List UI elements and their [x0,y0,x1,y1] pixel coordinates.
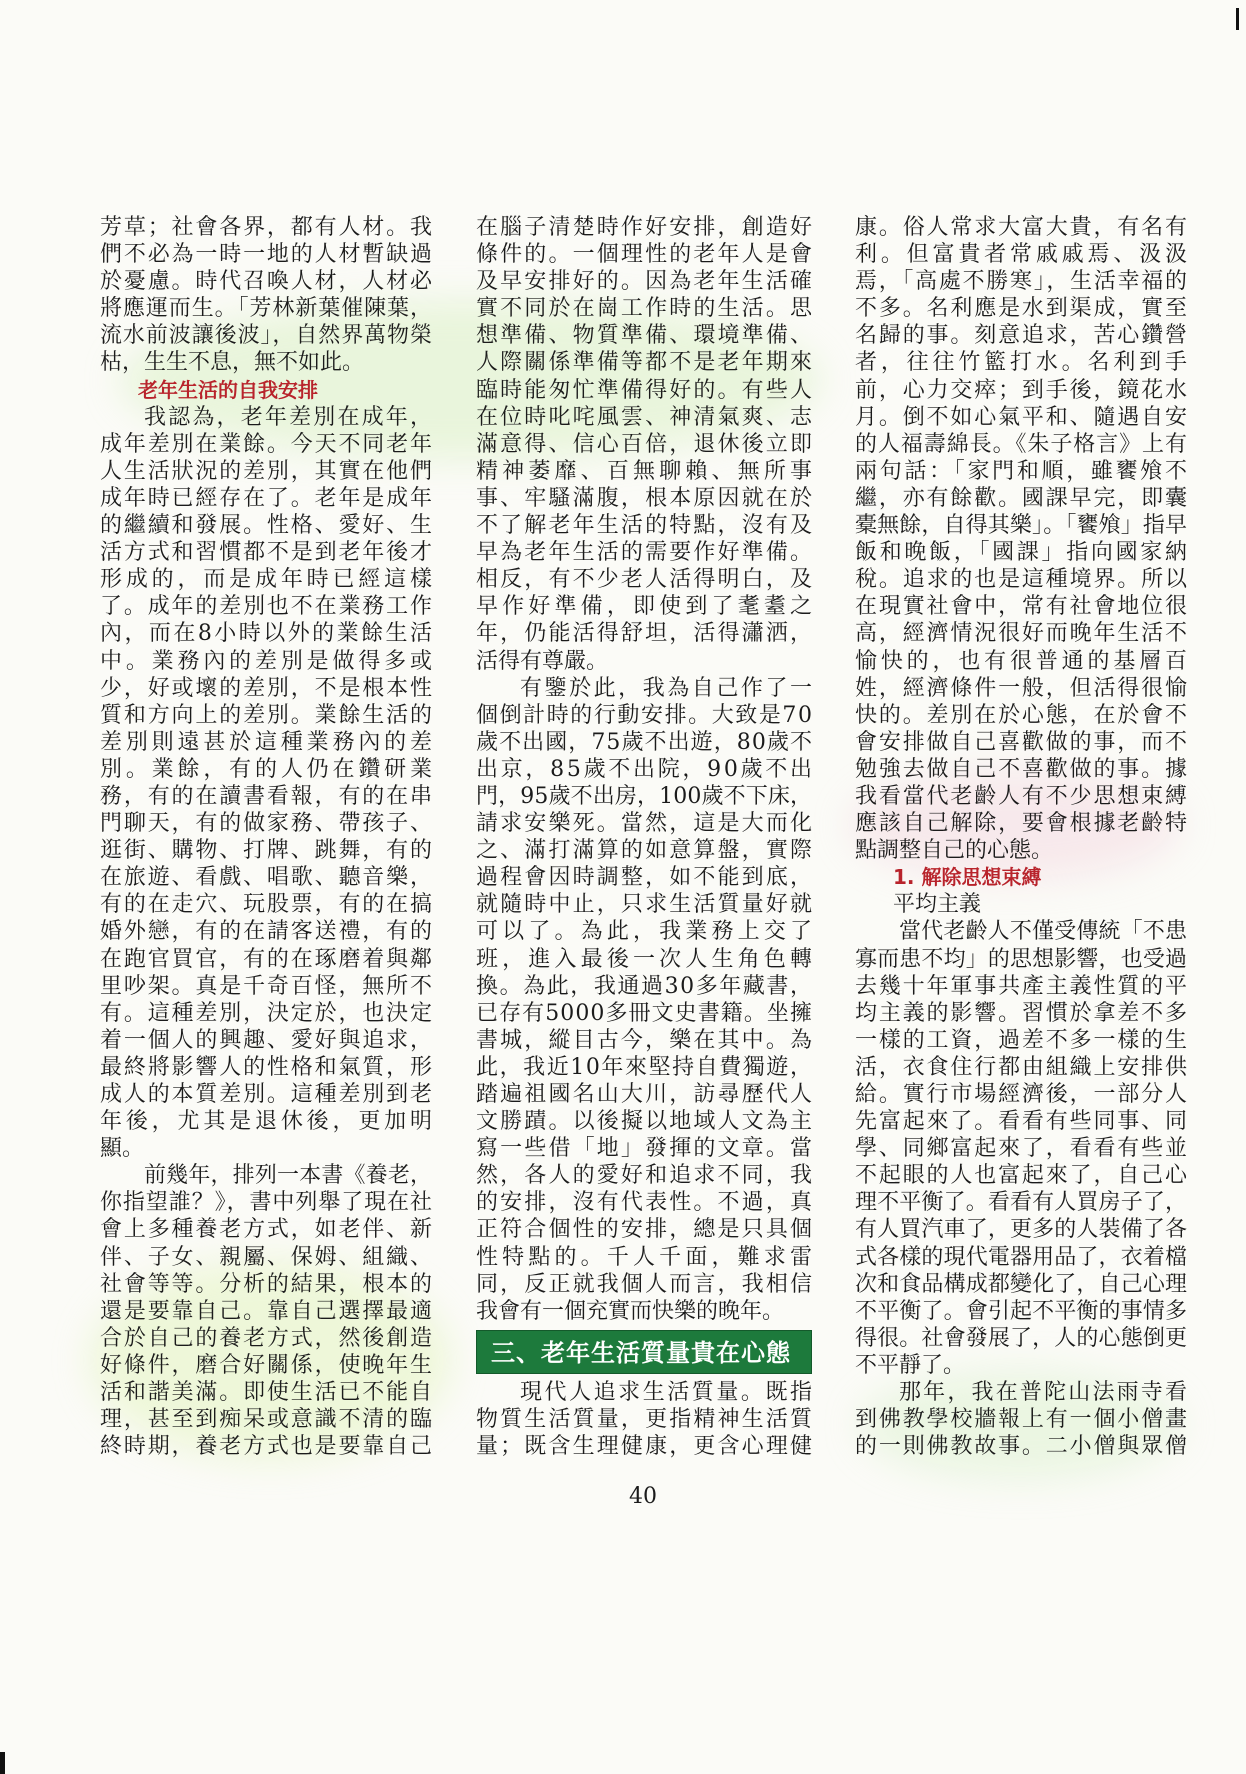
text-line [855,1081,1187,1108]
text-line-content: 稅。追求的也是這種境界。所以 [855,567,1189,593]
text-line-content: 請求安樂死。當然，這是大而化 [476,811,815,837]
text-line [476,1298,812,1325]
text-line [476,648,812,675]
text-line [476,512,815,539]
text-line [100,1027,432,1054]
text-line-content: 飯和晚飯，「國課」指向國家納 [855,540,1190,566]
text-line-content: 門聊天，有的做家務、帶孩子、 [100,811,434,837]
text-line-content: 勉強去做自己不喜歡做的事。據 [855,756,1189,782]
text-line [100,973,432,1000]
text-line [100,1162,432,1189]
text-line [476,675,815,702]
text-line-content: 還是要靠自己。靠自己選擇最適 [100,1298,434,1324]
text-line [476,241,815,268]
text-line-content: 均主義的影響。習慣於拿差不多 [855,1000,1189,1026]
text-line-content: 我認為，老年差別在成年， [144,404,435,430]
text-line [100,729,436,756]
text-line-content: 流水前波讓後波」，自然界萬物榮 [100,323,433,349]
text-line [476,404,815,431]
text-line [855,1189,1187,1216]
text-line-content: 康。俗人常求大富大貴，有名有 [855,215,1189,240]
text-line-content: 去幾十年軍事共產主義性質的平 [855,973,1189,999]
topic-label: 平均主義 [893,892,982,918]
paragraph [100,214,432,377]
text-line [476,946,817,973]
text-line [855,214,1187,241]
text-line [855,756,1187,783]
section-heading: 老年生活的自我安排 [138,377,318,402]
text-line-content: 有鑒於此，我為自己作了一 [520,675,815,701]
text-line-content: 正符合個性的安排，總是只具個 [476,1217,815,1243]
text-line-content: 我看當代老齡人有不少思想束縛 [855,783,1189,809]
text-line-content: 踏遍祖國名山大川，訪尋歷代人 [476,1082,815,1107]
text-line [100,810,432,837]
text-line [100,404,435,431]
text-line [476,322,815,349]
text-line-content: 次和食品構成都變化了，自己心理 [855,1271,1188,1297]
text-line-content: 形成的，而是成年時已經這樣 [100,567,436,593]
text-line-content: 逛街、購物、打牌、跳舞，有的 [100,838,434,864]
text-line [100,566,436,593]
text-line [855,1108,1187,1135]
text-line-content: 焉，「高處不勝寒」，生活幸福的 [855,269,1189,295]
text-line-content: 先富起來了。看看有些同事、同 [855,1109,1189,1135]
text-line-content: 你指望誰？》，書中列舉了現在社 [100,1190,433,1216]
text-line [476,1135,815,1162]
text-line [100,1298,432,1325]
text-line-content: 有的在走穴、玩股票，有的在搞 [100,892,434,918]
text-line-content: 成人的本質差別。這種差別到老 [100,1082,434,1107]
text-line [855,404,1187,431]
text-column-middle [476,214,817,1460]
paragraph [100,404,436,1163]
subsection-heading: 1. 解除思想束縛 [893,865,1042,890]
text-line [855,539,1190,566]
text-line-content: 性特點的。千人千面，難求雷 [476,1244,817,1270]
text-line-content: 的一則佛教故事。二小僧與眾僧 [855,1434,1189,1460]
chapter-banner [476,1325,812,1379]
text-line [855,512,1187,539]
text-line-content: 的安排，沒有代表性。不過，真 [476,1190,815,1216]
text-line-content: 門，95歲不出房，100歲不下床， [476,783,813,809]
text-line [100,593,432,620]
text-line-content: 在跑官買官，有的在琢磨着與鄰 [100,946,434,972]
text-line-content: 文勝蹟。以後擬以地域人文為主 [476,1109,815,1135]
text-line-content: 活方式和習慣都不是到老年後才 [100,540,434,566]
text-line [476,485,815,512]
text-line [855,349,1191,376]
text-line [855,1000,1187,1027]
paragraph [855,918,1187,1379]
text-line-content: 一樣的工資，過差不多一樣的生 [855,1027,1189,1053]
text-line [855,648,1191,675]
text-line-content: 在位時叱咤風雲、神清氣爽、志 [476,404,815,430]
text-line [855,485,1187,512]
paragraph [476,214,817,675]
text-line-content: 過程會因時調整，如不能到底， [476,865,815,891]
text-line [100,1135,432,1162]
text-line [855,973,1187,1000]
text-line [476,810,815,837]
text-line-content: 合於自己的養老方式，然後創造 [100,1325,434,1351]
text-line-content: 個倒計時的行動安排。大致是70 [476,702,814,728]
text-line [855,675,1187,702]
text-line-content: 的人福壽綿長。《朱子格言》上有 [855,431,1188,457]
text-line-content: 不平靜了。 [855,1352,966,1378]
text-line-content: 顯。 [100,1136,145,1162]
text-line [855,268,1187,295]
text-line [100,1325,432,1352]
text-line-content: 就隨時中止，只求生活質量好就 [476,892,815,918]
text-line-content: 終時期，養老方式也是要靠自己 [100,1434,434,1460]
text-line [476,1027,815,1054]
text-line-content: 得很。社會發展了，人的心態倒更 [855,1325,1188,1351]
text-line-content: 將應運而生。「芳林新葉催陳葉， [100,296,433,322]
text-line-content: 有人買汽車了，更多的人裝備了各 [855,1217,1188,1243]
text-line-content: 那年，我在普陀山法雨寺看 [899,1380,1190,1406]
text-line-content: 不多。名利應是水到渠成，實至 [855,296,1189,322]
text-line-content: 物質生活質量，更指精神生活質 [476,1407,815,1433]
text-line-content: 年，仍能活得舒坦，活得瀟洒， [476,621,815,647]
text-line-content: 不平衡了。會引起不平衡的事情多 [855,1298,1188,1324]
text-line [476,431,815,458]
text-line-content: 我會有一個充實而快樂的晚年。 [476,1298,785,1324]
text-line [855,1135,1187,1162]
text-line [855,729,1187,756]
text-line [476,864,815,891]
text-line [476,783,812,810]
text-line [100,946,432,973]
text-line [100,891,432,918]
text-line-content: 差別則遠甚於這種業務內的差 [100,729,436,755]
text-line [855,322,1187,349]
text-line [100,1406,432,1433]
text-line-content: 及早安排好的。因為老年生活確 [476,269,815,295]
text-line-content: 寫一些借「地」發揮的文章。當 [476,1136,815,1162]
text-line [476,973,812,1000]
text-line-content: 然，各人的愛好和追求不同，我 [476,1163,815,1189]
text-line [476,1189,815,1216]
text-line [100,295,432,322]
text-line [100,431,432,458]
text-line-content: 之、滿打滿算的如意算盤，實際 [476,838,815,864]
text-line-content: 當代老齡人不僅受傳統「不患 [899,919,1188,945]
text-line [855,241,1191,268]
scan-mark [0,1752,5,1774]
text-line-content: 名歸的事。刻意追求，苦心鑽營 [855,323,1189,349]
text-line-content: 精神萎靡、百無聊賴、無所事 [476,458,817,484]
text-line [855,1162,1187,1189]
text-line-content: 點調整自己的心態。 [855,838,1054,864]
text-line-content: 相反，有不少老人活得明白，及 [476,567,815,593]
text-line-content: 高，經濟情況很好而晚年生活不 [855,621,1189,647]
text-line-content: 成年差別在業餘。今天不同老年 [100,431,434,457]
text-line-content: 枯，生生不息，無不如此。 [100,350,365,376]
text-line-content: 式各樣的現代電器用品了，衣着檔 [855,1244,1188,1270]
text-line-content: 別。業餘，有的人仍在鑽研業 [100,756,436,782]
text-line-content: 現代人追求生活質量。既指 [520,1380,815,1406]
text-line-content: 芳草；社會各界，都有人材。我 [100,215,434,240]
text-line [100,675,432,702]
text-line [855,1271,1187,1298]
text-line-content: 班，進入最後一次人生角色轉 [476,946,817,972]
text-line [100,241,432,268]
text-line-content: 同，反正就我個人而言，我相信 [476,1271,815,1297]
text-line-content: 務，有的在讀書看報，有的在串 [100,783,434,809]
text-line-content: 們不必為一時一地的人材暫缺過 [100,242,434,268]
text-line [476,837,815,864]
text-line [476,593,817,620]
text-line-content: 月。倒不如心氣平和、隨遇自安 [855,404,1189,430]
text-line-content: 學、同鄉富起來了，看看有些並 [855,1136,1189,1162]
text-line-content: 滿意得、信心百倍，退休後立即 [476,431,815,457]
text-line [855,1325,1187,1352]
text-line-content: 活和諧美滿。即使生活已不能自 [100,1380,434,1406]
text-line [476,1244,817,1271]
text-line [100,322,432,349]
text-line [100,268,432,295]
text-line-content: 社會等等。分析的結果，根本的 [100,1271,434,1297]
text-line-content: 年後，尤其是退休後，更加明 [100,1109,436,1135]
text-line [476,1271,815,1298]
text-line [855,810,1187,837]
text-line [855,593,1187,620]
text-line [476,458,817,485]
text-line [100,620,435,647]
text-line [476,1081,815,1108]
text-line [855,783,1187,810]
text-line [855,377,1187,404]
text-line-content: 想準備、物質準備、環境準備、 [476,323,815,349]
text-line [476,1433,815,1460]
text-line-content: 會上多種養老方式，如老伴、新 [100,1217,434,1243]
text-line-content: 出京，85歲不出院，90歲不出 [476,756,815,782]
chapter-title: 三、老年生活質量貴在心態 [476,1330,812,1374]
text-line-content: 了。成年的差別也不在業務工作 [100,594,434,620]
text-line-content: 前幾年，排列一本書《養老， [144,1163,433,1189]
paragraph [855,1379,1190,1460]
text-line-content: 不起眼的人也富起來了，自己心 [855,1163,1189,1189]
text-line-content: 早為老年生活的需要作好準備。 [476,540,815,566]
text-line-content: 中。業務內的差別是做得多或 [100,648,436,674]
text-line [100,1189,432,1216]
paragraph [100,1162,432,1460]
text-line [476,349,815,376]
text-line [100,485,432,512]
text-line [476,1162,815,1189]
text-line [476,1054,812,1081]
text-line [476,1108,815,1135]
text-line [100,1216,432,1243]
text-line [476,268,815,295]
scan-mark [1236,8,1239,30]
text-line [100,1433,432,1460]
text-line-content: 的繼續和發展。性格、愛好、生 [100,513,434,539]
text-line [100,512,432,539]
text-line-content: 橐無餘，自得其樂」。「饔飧」指早 [855,513,1188,539]
text-line [855,946,1187,973]
text-line [476,729,812,756]
text-line-content: 事、牢騷滿腹，根本原因就在於 [476,485,815,511]
text-line [100,864,432,891]
text-line [100,648,436,675]
text-line-content: 理不平衡了。看看有人買房子了， [855,1190,1188,1216]
text-line [100,458,432,485]
text-line [100,1352,432,1379]
text-line-content: 在腦子清楚時作好安排，創造好 [476,215,815,240]
text-line-content: 早作好準備，即使到了耄耋之 [476,594,817,620]
text-line [855,1216,1187,1243]
text-line [476,566,815,593]
text-line [476,1216,815,1243]
text-line [100,214,432,241]
text-line [855,918,1187,945]
text-line [855,566,1187,593]
text-line [100,837,432,864]
text-line-content: 最終將影響人的性格和氣質，形 [100,1054,434,1080]
text-line-content: 寡而患不均」的思想影響，也受過 [855,946,1188,972]
text-line-content: 着一個人的興趣、愛好與追求， [100,1027,434,1053]
text-line-content: 量；既含生理健康，更含心理健 [476,1434,815,1460]
text-line [100,539,432,566]
text-line [100,1108,436,1135]
text-line-content: 伴、子女、親屬、保姆、組織、 [100,1244,434,1270]
text-line [855,295,1187,322]
text-line-content: 里吵架。真是千奇百怪，無所不 [100,973,434,999]
text-line-content: 換。為此，我通過30多年藏書， [476,973,814,999]
text-line [100,702,432,729]
text-line-content: 實不同於在崗工作時的生活。思 [476,296,815,322]
text-line [855,1352,1187,1379]
text-line-content: 好條件，磨合好關係，使晚年生 [100,1352,434,1378]
text-line [100,918,432,945]
paragraph [476,675,817,1325]
text-line-content: 少，好或壞的差別，不是根本性 [100,675,434,701]
text-line-content: 在現實社會中，常有社會地位很 [855,594,1189,620]
text-line [100,1054,432,1081]
text-line [855,1244,1187,1271]
text-line [476,891,815,918]
text-line-content: 姓，經濟條件一般，但活得很愉 [855,675,1189,701]
text-line [855,431,1187,458]
paragraph [476,1379,815,1460]
text-line-content: 可以了。為此，我業務上交了 [476,919,817,945]
text-line [476,702,812,729]
paragraph [855,214,1191,864]
text-line-content: 歲不出國，75歲不出遊，80歲不 [476,729,814,755]
text-line-content: 愉快的，也有很普通的基層百 [855,648,1191,674]
text-line [100,1081,432,1108]
text-line-content: 此，我近10年來堅持自費獨遊， [476,1054,814,1080]
text-line-content: 質和方向上的差別。業餘生活的 [100,702,434,728]
text-line [100,783,432,810]
text-line-content: 有。這種差別，決定於，也決定 [100,1000,434,1026]
text-line [100,1271,432,1298]
text-line-content: 利。但富貴者常戚戚焉、汲汲 [855,242,1191,268]
text-line [855,1406,1187,1433]
text-line-content: 前，心力交瘁；到手後，鏡花水 [855,377,1189,403]
text-line-content: 成年時已經存在了。老年是成年 [100,485,434,511]
text-line [855,837,1187,864]
text-line [855,1379,1190,1406]
text-line [855,620,1187,647]
text-line [855,1298,1187,1325]
text-line [476,377,815,404]
text-line-content: 人際關係準備等都不是老年期來 [476,350,815,376]
text-line [476,620,815,647]
text-column-left [100,214,436,1460]
text-line-content: 於憂慮。時代召喚人材，人材必 [100,269,434,295]
text-line [855,1054,1187,1081]
text-line-content: 人生活狀況的差別，其實在他們 [100,458,434,484]
text-line-content: 繼，亦有餘歡。國課早完，即囊 [855,485,1189,511]
text-line [476,918,817,945]
text-line-content: 已存有5000多冊文史書籍。坐擁 [476,1000,814,1026]
text-line [476,1406,815,1433]
text-line [476,1379,815,1406]
text-line-content: 到佛教學校牆報上有一個小僧畫 [855,1407,1189,1433]
text-line [100,1000,432,1027]
text-line-content: 在旅遊、看戲、唱歌、聽音樂， [100,865,434,891]
text-line-content: 快的。差別在於心態，在於會不 [855,702,1189,728]
text-line [476,295,815,322]
text-line [476,1000,812,1027]
text-line [855,702,1187,729]
text-column-right [855,214,1191,1460]
text-line-content: 條件的。一個理性的老年人是會 [476,242,815,268]
text-line [100,756,436,783]
text-line-content: 活得有尊嚴。 [476,648,609,674]
text-line-content: 婚外戀，有的在請客送禮，有的 [100,919,434,945]
page-number: 40 [629,1484,657,1509]
text-line-content: 會安排做自己喜歡做的事，而不 [855,729,1189,755]
text-line [100,349,432,376]
text-line-content: 者，往往竹籃打水。名利到手 [855,350,1191,376]
text-line-content: 應該自己解除，要會根據老齡特 [855,811,1189,837]
text-line [855,458,1190,485]
text-line [100,1379,432,1406]
text-line [100,1244,432,1271]
text-line-content: 內，而在8小時以外的業餘生活 [100,621,435,647]
text-line [855,1433,1187,1460]
text-line-content: 不了解老年生活的特點，沒有及 [476,513,815,539]
text-line-content: 理，甚至到痴呆或意識不清的臨 [100,1407,434,1433]
text-line [476,214,815,241]
text-line-content: 書城，縱目古今，樂在其中。為 [476,1027,815,1053]
text-line-content: 兩句話：「家門和順，雖饔飧不 [855,458,1190,484]
text-line-content: 臨時能匆忙準備得好的。有些人 [476,377,815,403]
text-line [855,1027,1187,1054]
text-line [476,756,815,783]
text-line [476,539,815,566]
text-line-content: 活，衣食住行都由組織上安排供 [855,1054,1189,1080]
text-line-content: 給。實行市場經濟後，一部分人 [855,1082,1189,1107]
